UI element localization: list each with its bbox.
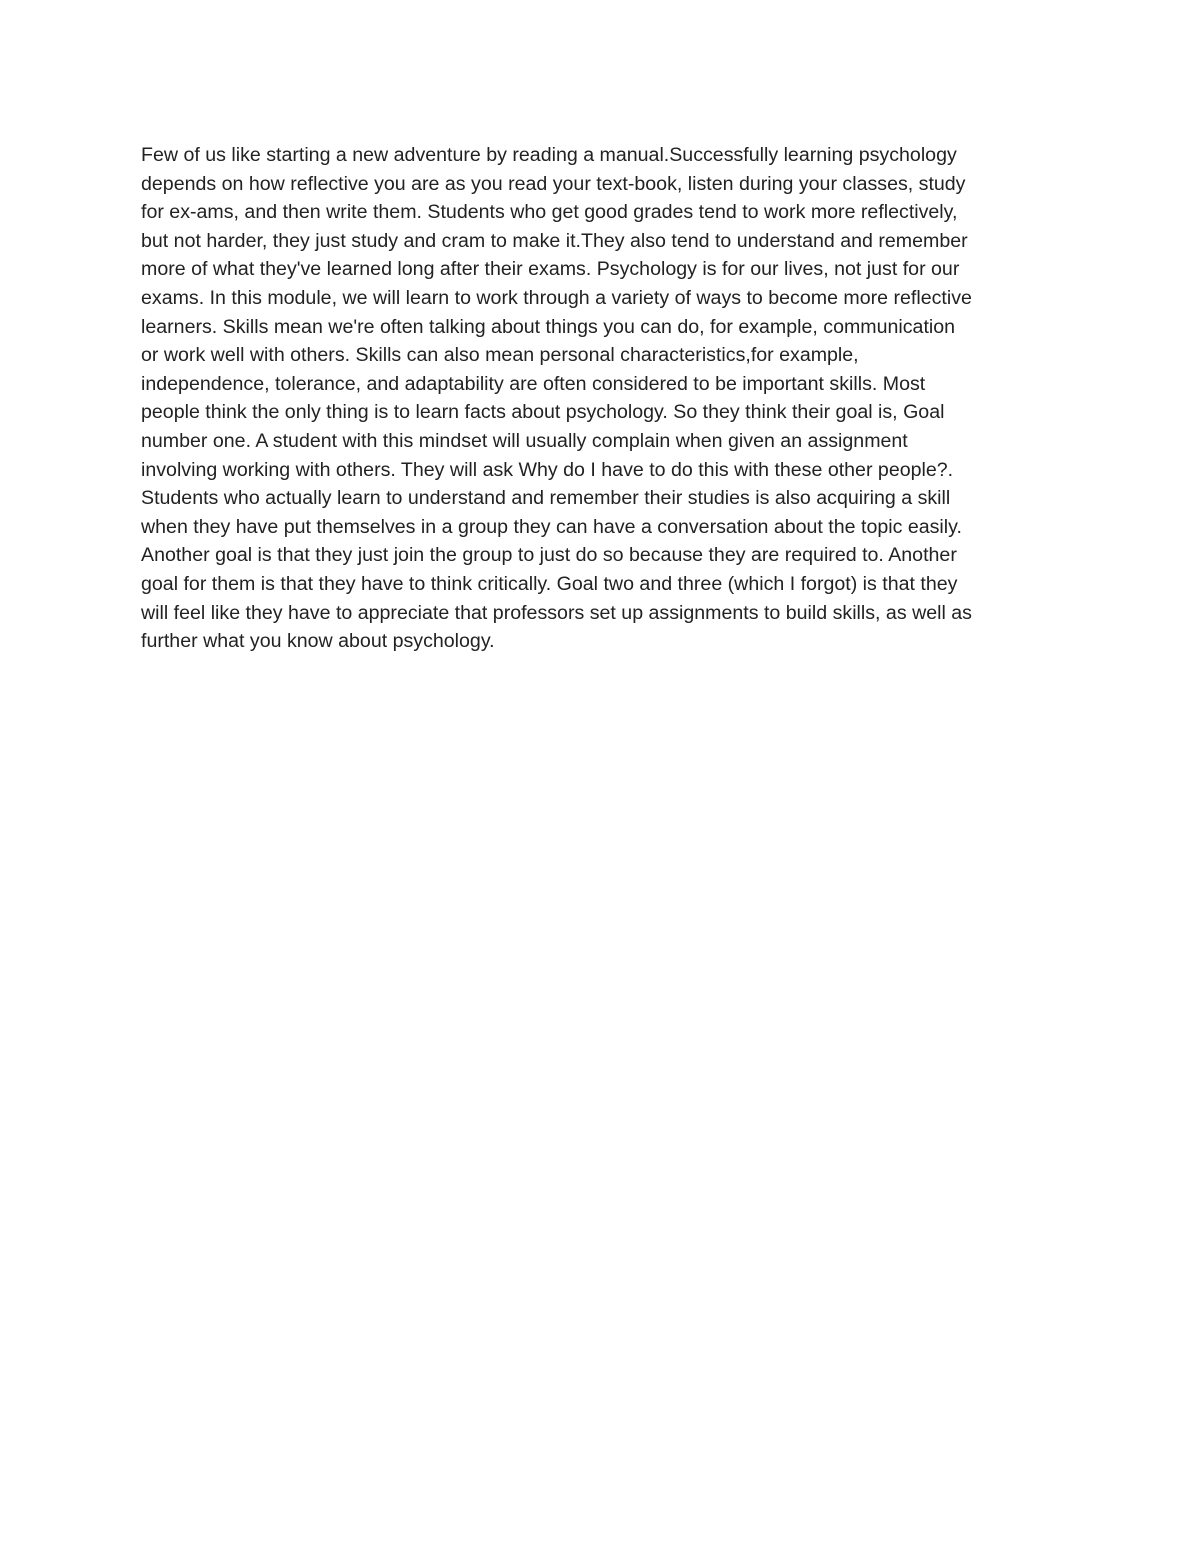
- text-line: learners. Skills mean we're often talking about things you can do, for example, communication: [141, 315, 956, 338]
- text-line: more of what they've learned long after their exams. Psychology is for our lives, not just for our: [141, 258, 960, 281]
- text-line: depends on how reflective you are as you read your text-book, listen during your classes, study: [141, 172, 966, 195]
- text-line: but not harder, they just study and cram to make it.They also tend to understand and remember: [141, 229, 968, 252]
- text-line: people think the only thing is to learn facts about psychology. So they think their goal is, Goal: [141, 401, 945, 424]
- text-line: goal for them is that they have to think critically. Goal two and three (which I forgot) is that they: [141, 572, 958, 595]
- text-line: Students who actually learn to understand and remember their studies is also acquiring a skill: [141, 487, 951, 510]
- body-paragraph: [141, 141, 1071, 656]
- text-line: when they have put themselves in a group they can have a conversation about the topic easily.: [141, 515, 962, 538]
- text-line: Few of us like starting a new adventure by reading a manual.Successfully learning psychology: [141, 144, 957, 166]
- text-line: will feel like they have to appreciate that professors set up assignments to build skills, as well as: [141, 601, 972, 624]
- text-line: for ex-ams, and then write them. Students who get good grades tend to work more reflectively,: [141, 201, 958, 224]
- text-line: or work well with others. Skills can also mean personal characteristics,for example,: [141, 344, 859, 367]
- text-line: exams. In this module, we will learn to work through a variety of ways to become more reflective: [141, 286, 972, 309]
- text-line: Another goal is that they just join the group to just do so because they are required to. Another: [141, 544, 957, 567]
- text-line: further what you know about psychology.: [141, 630, 495, 653]
- text-line: independence, tolerance, and adaptability are often considered to be important skills. Most: [141, 372, 926, 395]
- text-line: involving working with others. They will ask Why do I have to do this with these other people?.: [141, 458, 954, 481]
- text-line: number one. A student with this mindset will usually complain when given an assignment: [141, 429, 908, 452]
